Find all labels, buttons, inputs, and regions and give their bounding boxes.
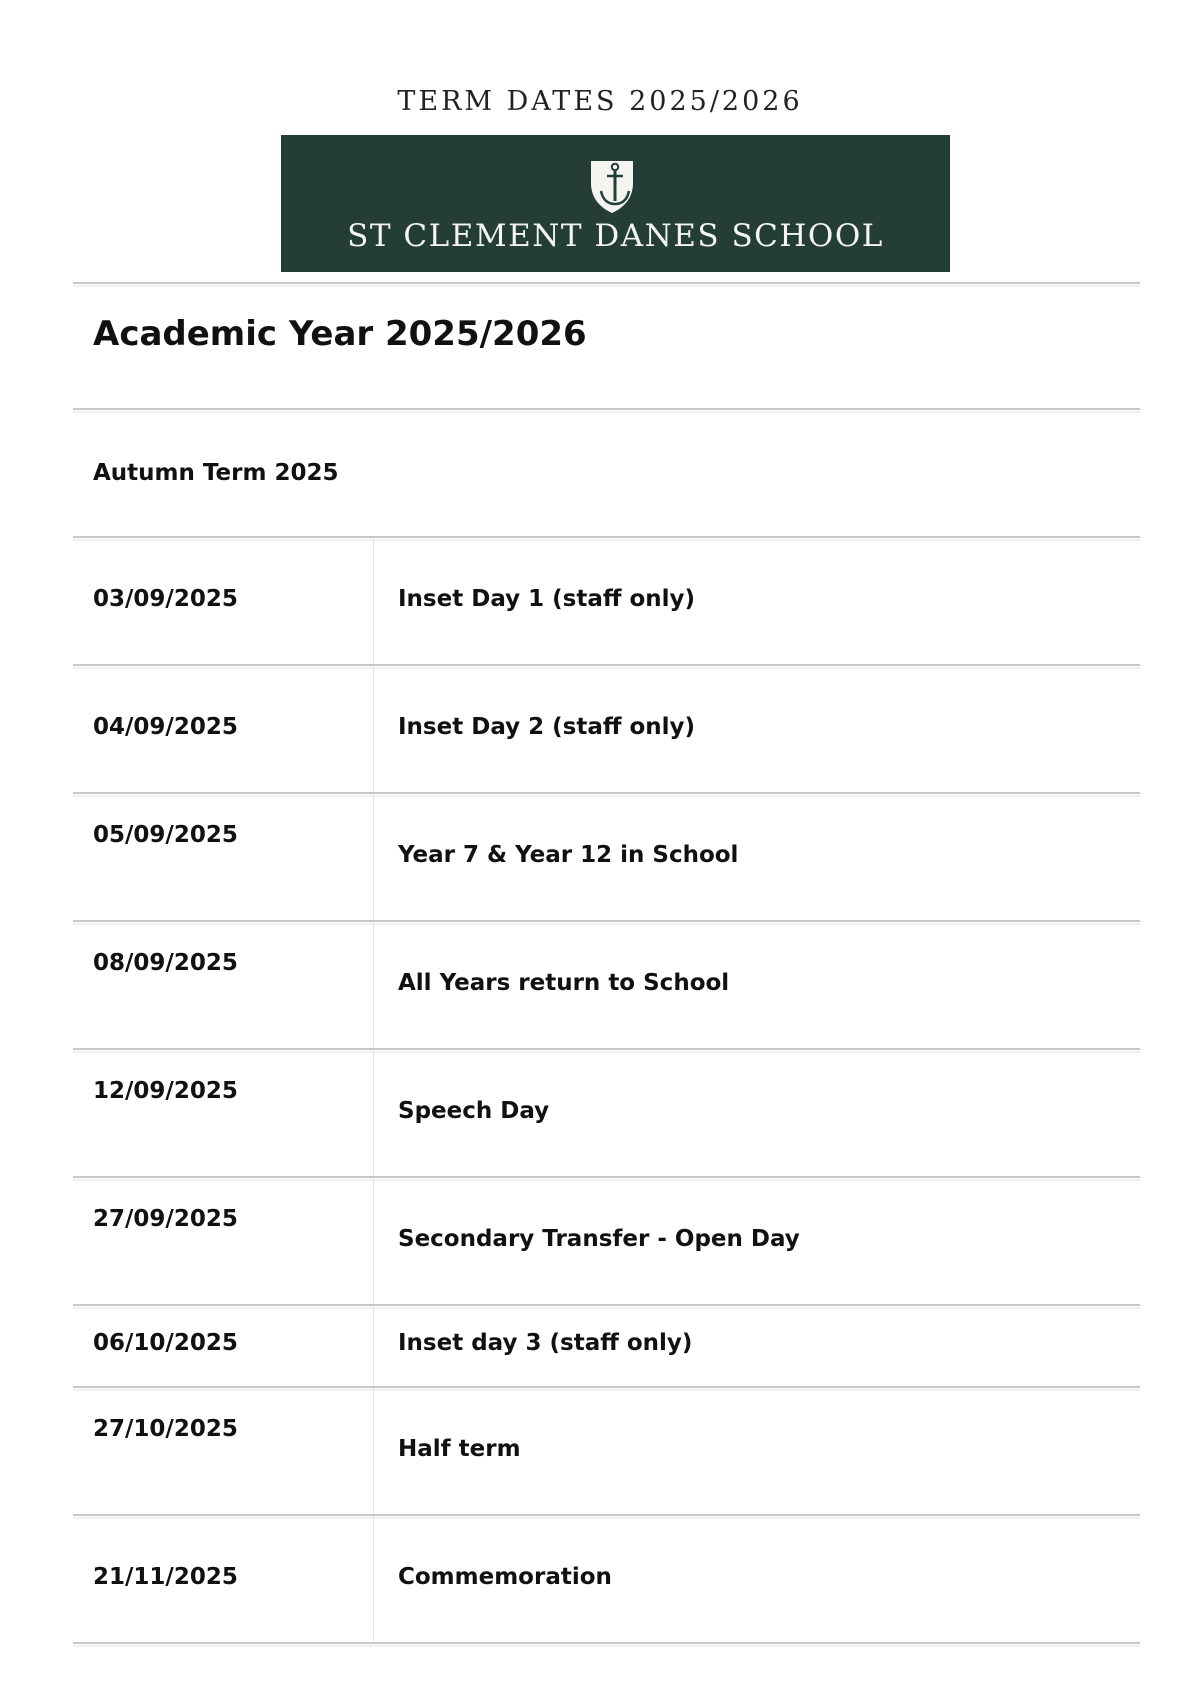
entry-date: 08/09/2025 (93, 950, 238, 976)
date-cell (73, 1306, 374, 1386)
entry-event: Inset day 3 (staff only) (398, 1330, 693, 1356)
event-cell (378, 1516, 1140, 1642)
entry-date: 12/09/2025 (93, 1078, 238, 1104)
event-cell (378, 538, 1140, 664)
table-row (73, 1306, 1140, 1386)
event-cell (378, 1178, 1140, 1304)
date-cell (73, 1388, 374, 1514)
entry-event: Inset Day 1 (staff only) (398, 586, 696, 612)
entry-event: Inset Day 2 (staff only) (398, 714, 696, 740)
entry-date: 05/09/2025 (93, 822, 238, 848)
entry-event: Speech Day (398, 1098, 550, 1124)
entry-event: All Years return to School (398, 970, 730, 996)
entry-date: 04/09/2025 (93, 714, 238, 740)
term-dates-table (73, 282, 1140, 1644)
table-row (73, 666, 1140, 792)
shield-anchor-icon (587, 157, 637, 215)
date-cell (73, 1178, 374, 1304)
table-row (73, 1178, 1140, 1304)
event-cell (378, 1050, 1140, 1176)
entry-date: 06/10/2025 (93, 1330, 238, 1356)
entry-event: Year 7 & Year 12 in School (398, 842, 739, 868)
table-row (73, 922, 1140, 1048)
school-banner (281, 135, 950, 272)
academic-year-header (73, 284, 1140, 408)
academic-year-title: Academic Year 2025/2026 (93, 314, 587, 354)
table-row (73, 538, 1140, 664)
event-cell (378, 1306, 1140, 1386)
table-row (73, 794, 1140, 920)
date-cell (73, 1516, 374, 1642)
event-cell (378, 922, 1140, 1048)
date-cell (73, 538, 374, 664)
entry-date: 21/11/2025 (93, 1564, 238, 1590)
event-cell (378, 794, 1140, 920)
event-cell (378, 1388, 1140, 1514)
document-title: TERM DATES 2025/2026 (397, 86, 803, 117)
table-row (73, 1050, 1140, 1176)
entry-event: Half term (398, 1436, 521, 1462)
entry-event: Commemoration (398, 1564, 612, 1590)
table-row (73, 1516, 1140, 1642)
date-cell (73, 922, 374, 1048)
entry-date: 27/09/2025 (93, 1206, 238, 1232)
school-name: ST CLEMENT DANES SCHOOL (347, 218, 884, 254)
term-header (73, 410, 1140, 536)
date-cell (73, 794, 374, 920)
entry-date: 03/09/2025 (93, 586, 238, 612)
table-row (73, 1388, 1140, 1514)
entry-date: 27/10/2025 (93, 1416, 238, 1442)
entry-event: Secondary Transfer - Open Day (398, 1226, 800, 1252)
date-cell (73, 666, 374, 792)
term-title: Autumn Term 2025 (93, 460, 339, 486)
event-cell (378, 666, 1140, 792)
date-cell (73, 1050, 374, 1176)
